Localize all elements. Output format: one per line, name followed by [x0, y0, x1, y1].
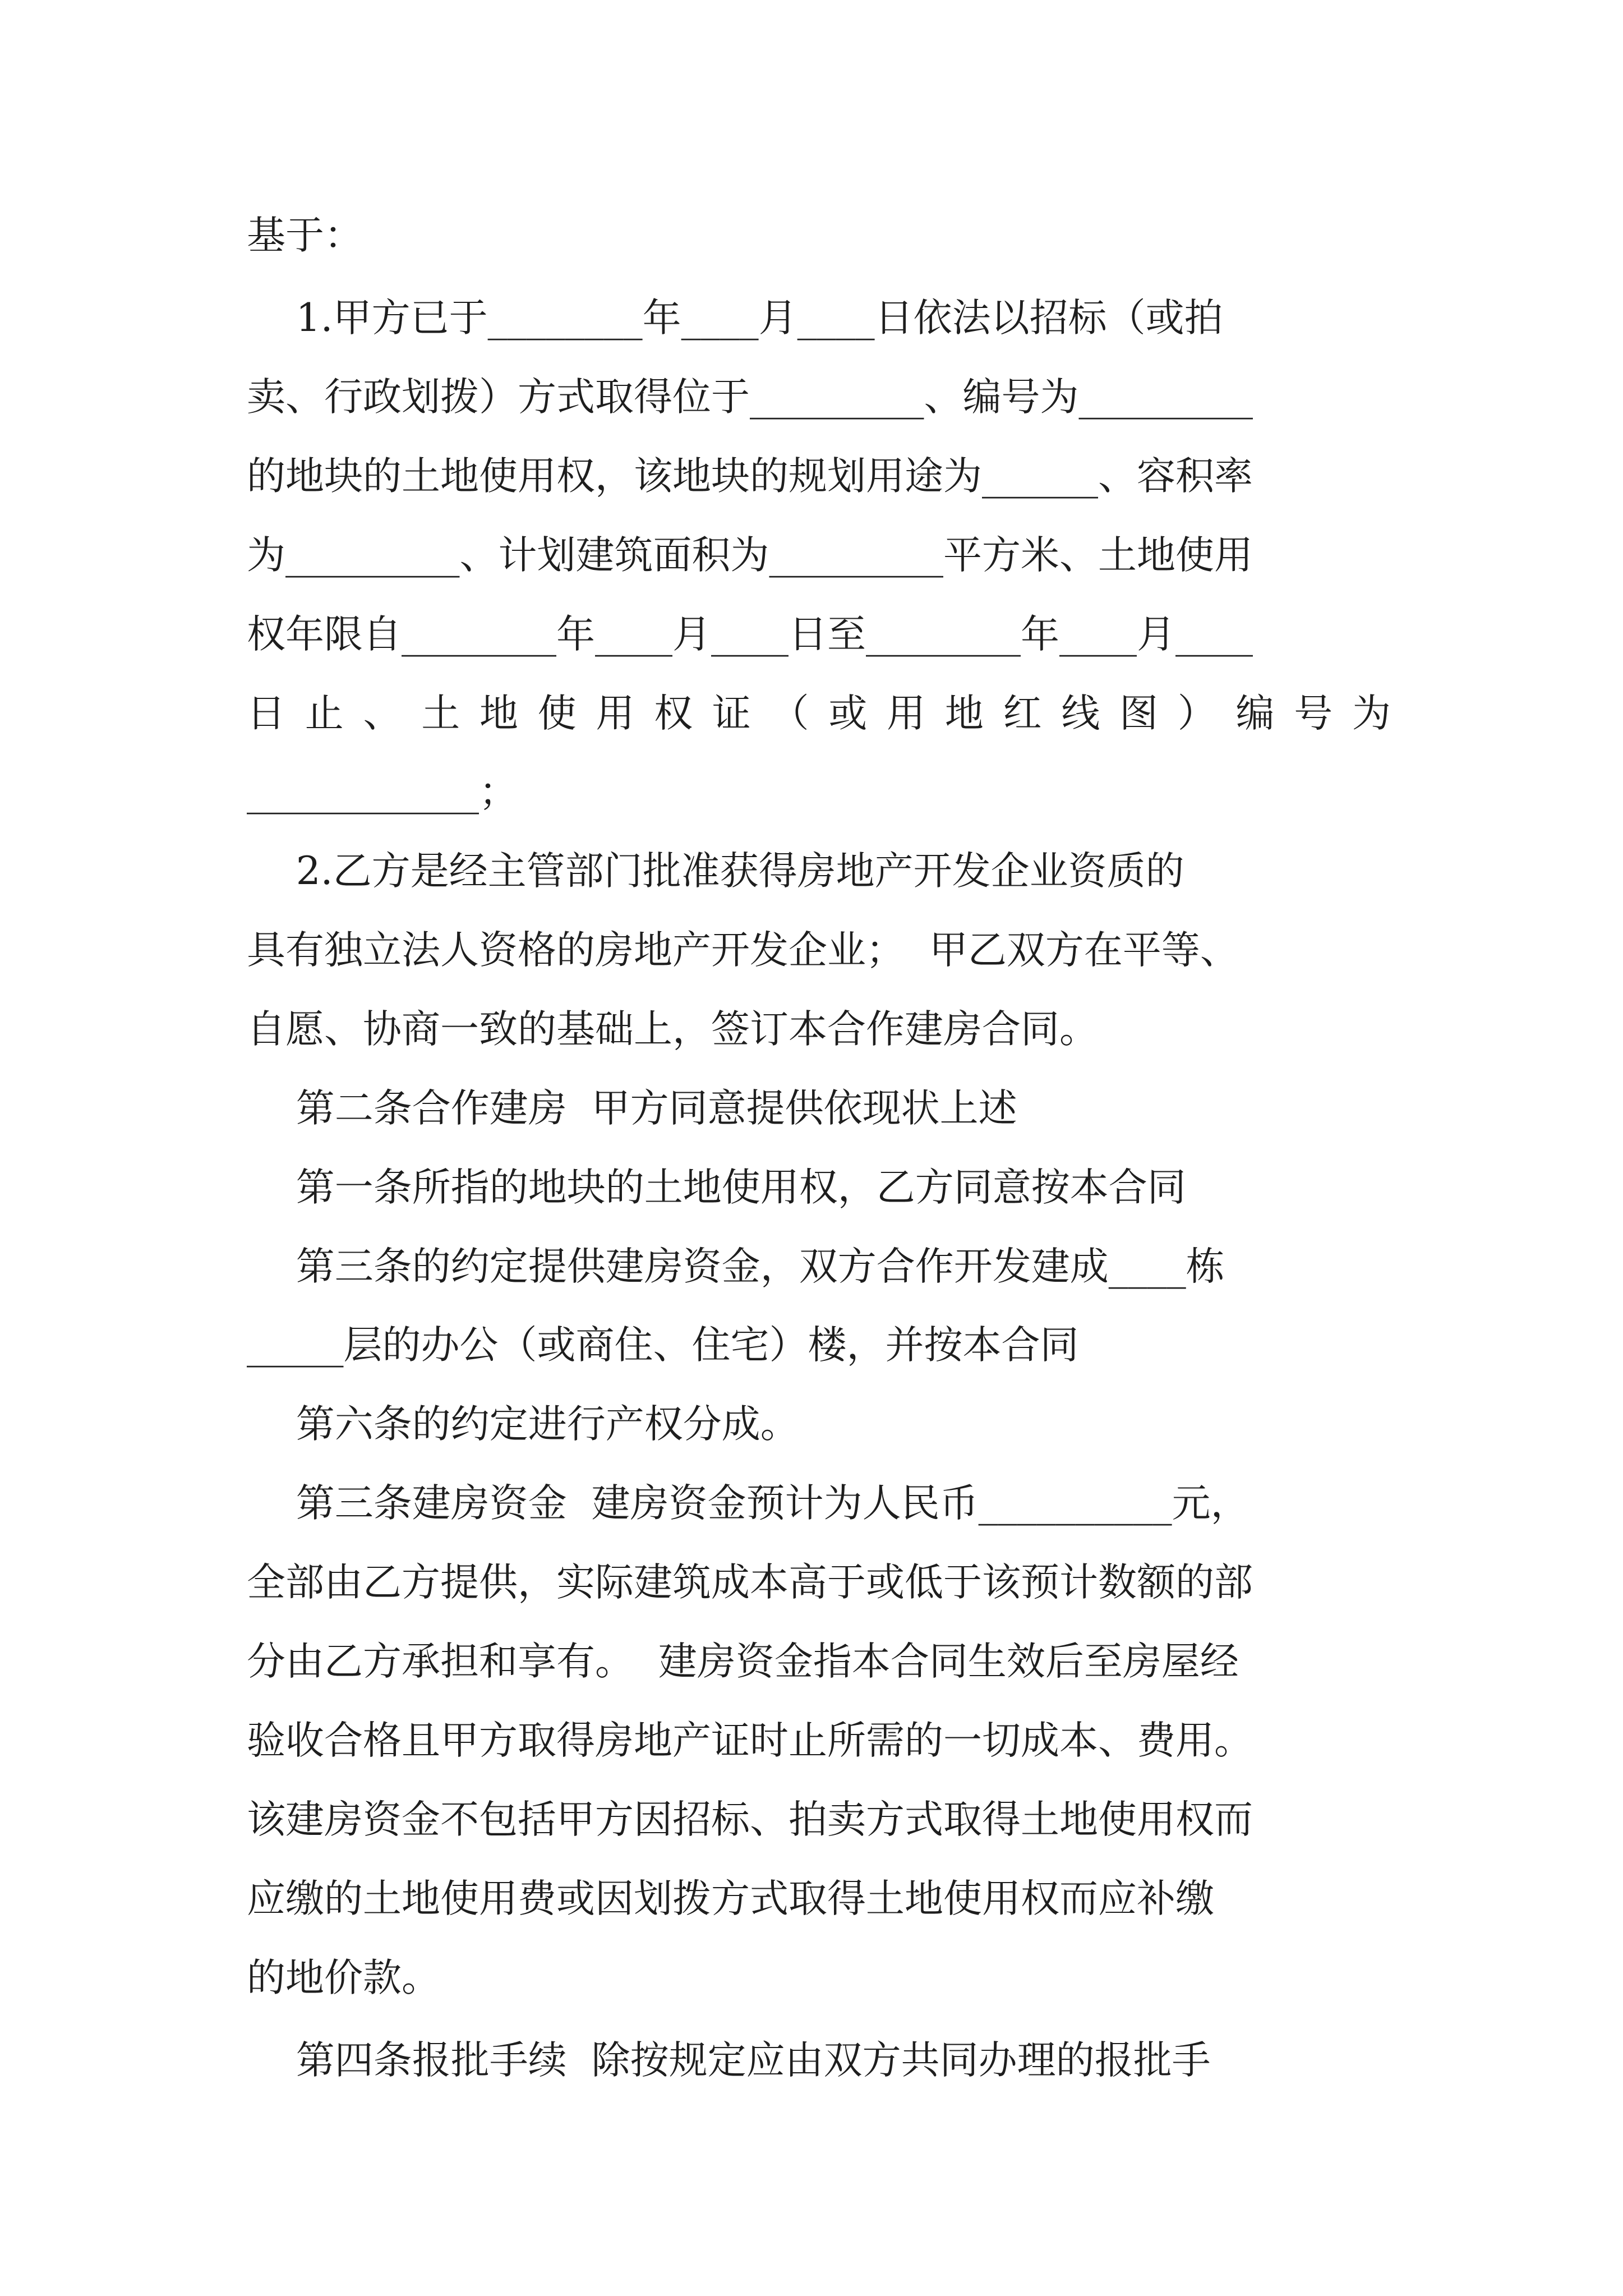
- text-line: 第三条建房资金 建房资金预计为人民币__________元，: [247, 1481, 1249, 1526]
- text-line: 全部由乙方提供，实际建筑成本高于或低于该预计数额的部: [247, 1560, 1253, 1605]
- text-line: 自愿、协商一致的基础上，签订本合作建房合同。: [247, 1007, 1098, 1052]
- text-line: 第六条的约定进行产权分成。: [247, 1402, 799, 1447]
- text-line: 第一条所指的地块的土地使用权，乙方同意按本合同: [247, 1165, 1186, 1210]
- text-line: 该建房资金不包括甲方因招标、拍卖方式取得土地使用权而: [247, 1797, 1253, 1842]
- text-line: 日止、土地使用权证（或用地红线图）编号为: [247, 691, 1391, 736]
- text-line: 卖、行政划拨）方式取得位于_________、编号为_________: [247, 375, 1253, 420]
- text-line: 的地块的土地使用权，该地块的规划用途为______、容积率: [247, 454, 1253, 499]
- text-line: 基于：: [247, 213, 363, 258]
- text-line: 为_________、计划建筑面积为_________平方米、土地使用: [247, 533, 1253, 578]
- text-line: 第三条的约定提供建房资金，双方合作开发建成____栋: [247, 1244, 1225, 1289]
- text-line: 应缴的土地使用费或因划拨方式取得土地使用权而应补缴: [247, 1876, 1214, 1921]
- text-line: 具有独立法人资格的房地产开发企业； 甲乙双方在平等、: [247, 928, 1239, 973]
- text-line: _____层的办公（或商住、住宅）楼，并按本合同: [247, 1323, 1079, 1368]
- text-line: 权年限自________年____月____日至________年____月____: [247, 612, 1253, 657]
- text-line: 验收合格且甲方取得房地产证时止所需的一切成本、费用。: [247, 1718, 1253, 1763]
- text-line: 的地价款。: [247, 1955, 440, 2000]
- text-line: 分由乙方承担和享有。 建房资金指本合同生效后至房屋经: [247, 1639, 1239, 1684]
- text-line: 1.甲方已于________年____月____日依法以招标（或拍: [247, 296, 1223, 341]
- text-line: 2.乙方是经主管部门批准获得房地产开发企业资质的: [247, 849, 1184, 894]
- text-line: 第四条报批手续 除按规定应由双方共同办理的报批手: [247, 2038, 1211, 2083]
- text-line: 第二条合作建房 甲方同意提供依现状上述: [247, 1086, 1017, 1131]
- text-line: ____________；: [247, 770, 518, 815]
